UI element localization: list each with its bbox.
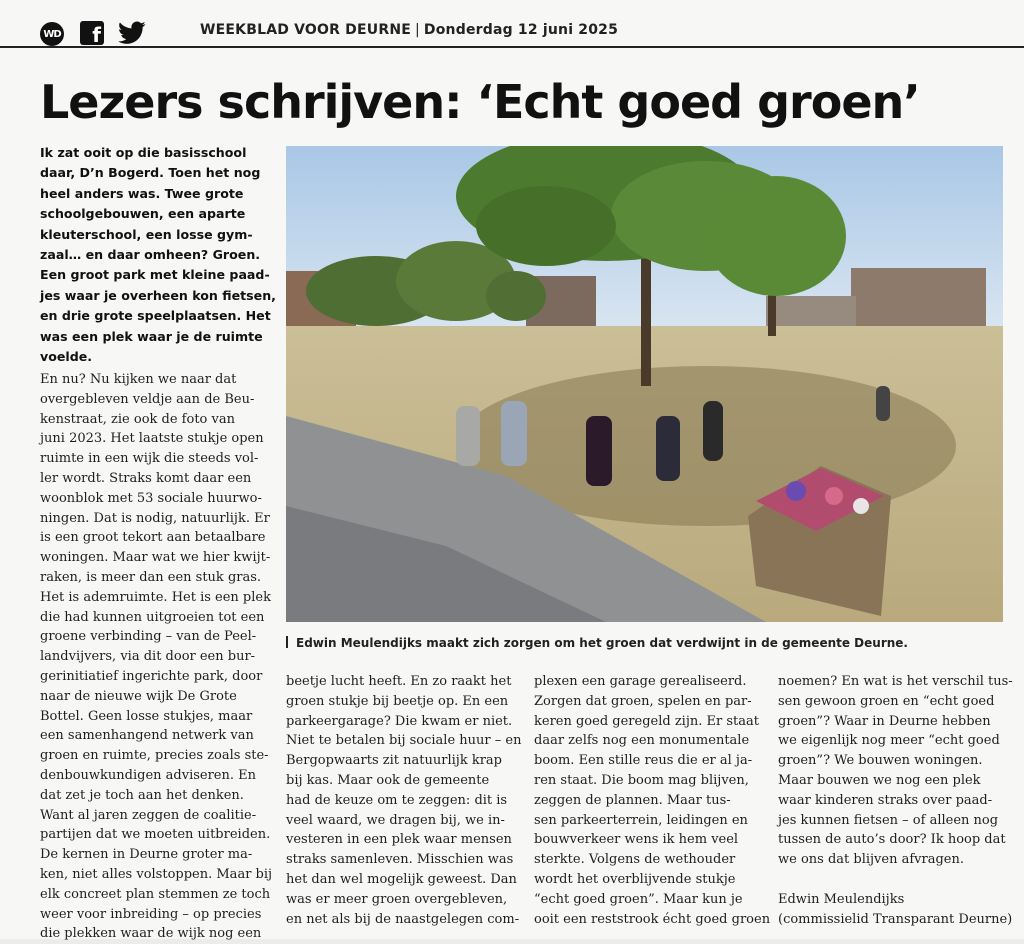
body-column-4 [778, 672, 1013, 929]
text-line: voelde. [40, 349, 93, 365]
text-line: wordt het overblijvende stukje [534, 871, 736, 887]
text-line: groen”? We bouwen woningen. [778, 753, 983, 769]
text-line: De kernen in Deurne groter ma- [40, 847, 253, 863]
text-line: groene verbinding – van de Peel- [40, 629, 257, 645]
page-header [0, 0, 1024, 48]
text-line: naar de nieuwe wijk De Grote [40, 688, 237, 704]
text-line: denbouwkundigen adviseren. En [40, 767, 257, 783]
text-line: juni 2023. Het laatste stukje open [40, 431, 264, 447]
text-line: kleuterschool, een losse gym- [40, 226, 253, 242]
text-line: we eigenlijk nog meer “echt goed [778, 733, 1000, 749]
text-line: daar, D’n Bogerd. Toen het nog [40, 165, 261, 181]
park-photo-illustration [286, 146, 1003, 622]
text-line: groen en ruimte, precies zoals ste- [40, 748, 269, 764]
text-line: Bergopwaarts zit natuurlijk krap [286, 753, 502, 769]
text-line: plexen een garage gerealiseerd. [534, 674, 747, 689]
text-line: jes waar je overheen kon fietsen, [40, 287, 276, 303]
text-line: sen parkeerterrein, leidingen en [534, 812, 748, 828]
text-line: jes kunnen fietsen – of alleen nog [778, 812, 999, 828]
text-line: landvijvers, via dit door een bur- [40, 649, 256, 665]
text-line: ler wordt. Straks komt daar een [40, 470, 252, 486]
text-line: ningen. Dat is nodig, natuurlijk. Er [40, 510, 270, 526]
text-line: had de keuze om te zeggen: dit is [286, 792, 508, 808]
text-line: was er meer groen overgebleven, [286, 891, 508, 907]
text-line: overgebleven veldje aan de Beu- [40, 391, 255, 407]
text-line: bij kas. Maar ook de gemeente [286, 772, 490, 788]
text-line: die plekken waar de wijk nog een [40, 926, 262, 942]
text-line: Maar bouwen we nog een plek [778, 772, 981, 788]
text-line: Een groot park met kleine paad- [40, 267, 270, 283]
text-line: gerinitiatief ingerichte park, door [40, 668, 263, 684]
facebook-icon[interactable]: f [80, 21, 104, 45]
text-line: is een groot tekort aan betaalbare [40, 530, 266, 546]
publication-name: WEEKBLAD VOOR DEURNE [200, 22, 411, 38]
text-line: bouwverkeer wens ik hem veel [534, 832, 739, 848]
masthead [200, 22, 618, 38]
body-column-1 [40, 370, 275, 944]
text-line: beetje lucht heeft. En zo raakt het [286, 674, 512, 689]
text-line: groen”? Waar in Deurne hebben [778, 713, 991, 729]
text-line: woonblok met 53 sociale huurwo- [40, 490, 262, 506]
text-line: Want al jaren zeggen de coalitie- [40, 807, 257, 823]
text-line: sen gewoon groen en “echt goed [778, 693, 995, 709]
body-column-3 [534, 672, 771, 929]
text-line: dat zet je toch aan het denken. [40, 787, 244, 803]
article-intro [40, 143, 275, 367]
text-line: ren staat. Die boom mag blijven, [534, 772, 749, 788]
text-line: zeggen de plannen. Maar tus- [534, 792, 731, 808]
issue-date: Donderdag 12 juni 2025 [423, 22, 619, 38]
masthead-separator: | [415, 22, 420, 38]
text-line: veel waard, we dragen bij, we in- [286, 812, 505, 828]
text-line: en drie grote speelplaatsen. Het [40, 308, 271, 324]
text-line: straks samenleven. Misschien was [286, 852, 514, 868]
text-line: “echt goed groen”. Maar kun je [534, 891, 743, 907]
article-headline: Lezers schrijven: ‘Echt goed groen’ [40, 75, 920, 129]
text-line: raken, is meer dan een stuk gras. [40, 569, 262, 585]
text-line: parkeergarage? Die kwam er niet. [286, 713, 513, 729]
text-line: (commissielid Transparant Deurne) [778, 911, 1013, 927]
text-line: zaal… en daar omheen? Groen. [40, 247, 261, 263]
text-line: daar zelfs nog een monumentale [534, 733, 750, 749]
text-line: we ons dat blijven afvragen. [778, 852, 964, 868]
text-line: ruimte in een wijk die steeds vol- [40, 451, 259, 467]
text-line: en net als bij de naastgelegen com- [286, 911, 520, 927]
photo-caption: Edwin Meulendijks maakt zich zorgen om het groen dat verdwijnt in de gemeente Deurne. [286, 636, 1003, 650]
text-line: kenstraat, zie ook de foto van [40, 411, 235, 427]
text-line: Zorgen dat groen, spelen en par- [534, 693, 752, 709]
text-line: elk concreet plan stemmen ze toch [40, 886, 271, 902]
text-line: vesteren in een plek waar mensen [286, 832, 512, 848]
text-line: heel anders was. Twee grote [40, 185, 244, 201]
twitter-bird-icon [118, 21, 146, 45]
text-line: groen stukje bij beetje op. En een [286, 693, 509, 709]
caption-bar [286, 636, 288, 648]
text-line: partijen dat we moeten uitbreiden. [40, 827, 271, 843]
text-line: Niet te betalen bij sociale huur – en [286, 733, 522, 749]
text-line: ooit een reststrook écht goed groen [534, 911, 771, 927]
text-line: boom. Een stille reus die er al ja- [534, 753, 753, 769]
text-line: Bottel. Geen losse stukjes, maar [40, 708, 253, 724]
wd-logo-icon[interactable]: WD [40, 22, 64, 46]
text-line: Het is ademruimte. Het is een plek [40, 589, 271, 605]
text-line: tussen de auto’s door? Ik hoop dat [778, 832, 1006, 848]
text-line: En nu? Nu kijken we naar dat [40, 372, 237, 387]
text-line: was een plek waar je de ruimte [40, 328, 263, 344]
article-photo [286, 146, 1003, 622]
text-line: waar kinderen straks over paad- [778, 792, 993, 808]
text-line: Ik zat ooit op die basisschool [40, 145, 247, 160]
text-line: het dan wel mogelijk geweest. Dan [286, 871, 517, 887]
text-line: die had kunnen uitgroeien tot een [40, 609, 265, 625]
text-line: ken, niet alles volstoppen. Maar bij [40, 866, 273, 882]
text-line: schoolgebouwen, een aparte [40, 206, 246, 222]
text-line [778, 870, 1008, 890]
text-line: een samenhangend netwerk van [40, 728, 254, 744]
body-column-2 [286, 672, 522, 929]
text-line: woningen. Maar wat we hier kwijt- [40, 550, 271, 566]
text-line: weer voor inbreiding – op precies [40, 906, 262, 922]
text-line: sterkte. Volgens de wethouder [534, 852, 736, 868]
text-line: keren goed geregeld zijn. Er staat [534, 713, 759, 729]
text-line: Edwin Meulendijks [778, 891, 905, 907]
twitter-icon[interactable] [118, 21, 146, 45]
text-line: noemen? En wat is het verschil tus- [778, 674, 1013, 689]
